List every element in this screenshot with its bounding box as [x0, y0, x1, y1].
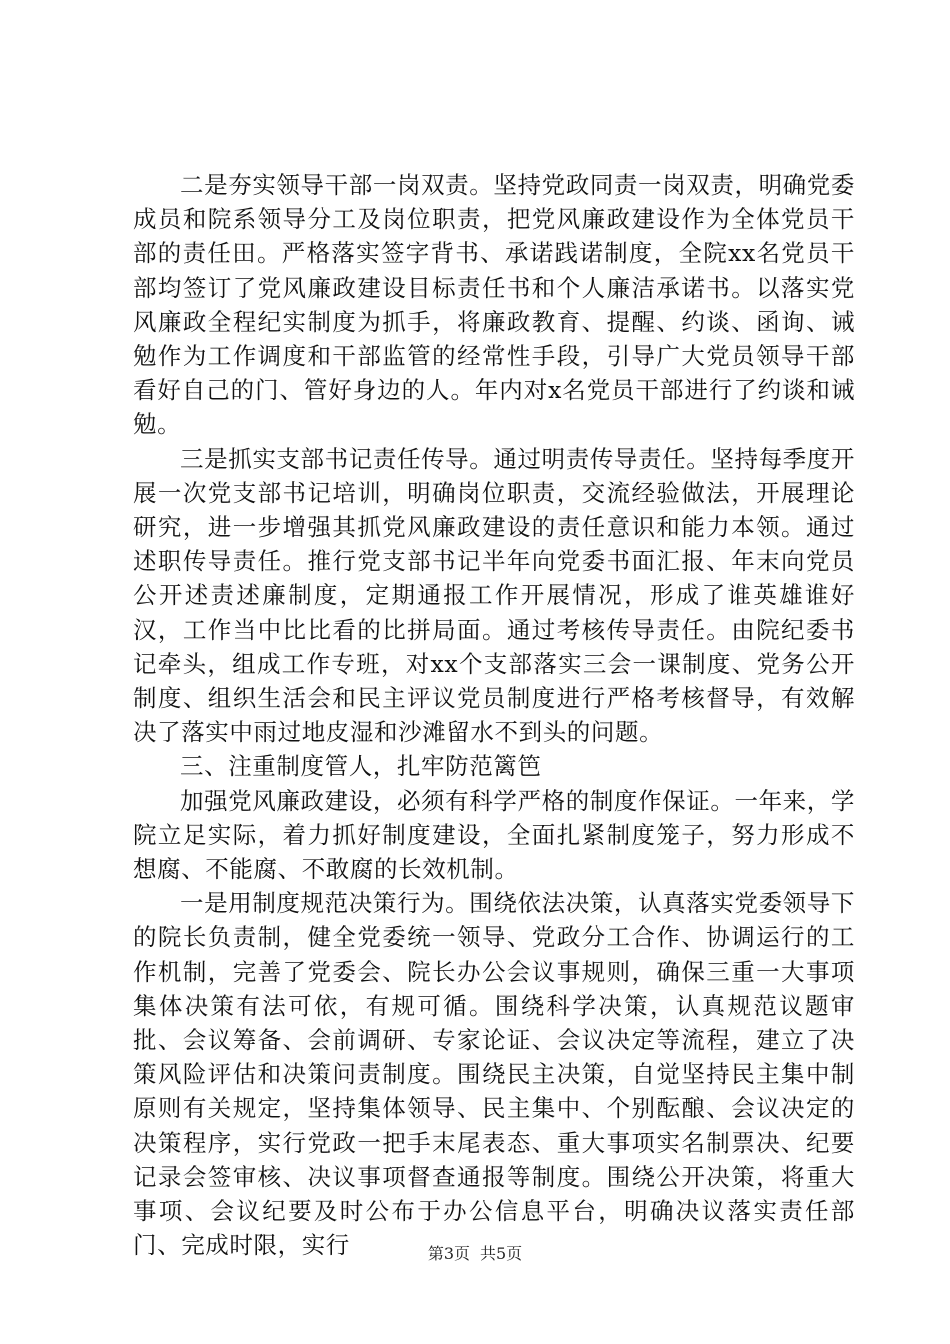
paragraph-institution-intro: 加强党风廉政建设，必须有科学严格的制度作保证。一年来，学院立足实际，着力抓好制度建设，全面扎紧制度笼子，努力形成不想腐、不能腐、不敢腐的长效机制。 — [133, 786, 855, 884]
page-number-current: 第3页 — [427, 1244, 470, 1263]
paragraph-decision-making: 一是用制度规范决策行为。围绕依法决策，认真落实党委领导下的院长负责制，健全党委统一领导、党政分工合作、协调运行的工作机制，完善了党委会、院长办公会议事规则，确保三重一大事项集体决策有法可依，有规可循。围绕科学决策，认真规范议题审批、会议筹备、会前调研、专家论证、会议决定等流程，建立了决策风险评估和决策问责制度。围绕民主决策，自觉坚持民主集中制原则有关规定，坚持集体领导、民主集中、个别酝酿、会议决定的决策程序，实行党政一把手末尾表态、重大事项实名制票决、纪要记录会签审核、决议事项督查通报等制度。围绕公开决策，将重大事项、会议纪要及时公布于办公信息平台，明确决议落实责任部门、完成时限，实行 — [133, 889, 855, 1260]
section-heading: 三、注重制度管人，扎牢防范篱笆 — [180, 752, 542, 781]
paragraph-leadership-responsibility: 二是夯实领导干部一岗双责。坚持党政同责一岗双责，明确党委成员和院系领导分工及岗位职责，把党风廉政建设作为全体党员干部的责任田。严格落实签字背书、承诺践诺制度，全院xx名党员干部均签订了党风廉政建设目标责任书和个人廉洁承诺书。以落实党风廉政全程纪实制度为抓手，将廉政教育、提醒、约谈、函询、诫勉作为工作调度和干部监管的经常性手段，引导广大党员领导干部看好自己的门、管好身边的人。年内对x名党员干部进行了约谈和诫勉。 — [133, 171, 855, 439]
page-number-total: 共5页 — [480, 1244, 523, 1263]
page-footer — [0, 1241, 950, 1264]
document-body — [133, 168, 855, 1263]
paragraph-branch-secretary: 三是抓实支部书记责任传导。通过明责传导责任。坚持每季度开展一次党支部书记培训，明确岗位职责，交流经验做法，开展理论研究，进一步增强其抓党风廉政建设的责任意识和能力本领。通过述职传导责任。推行党支部书记半年向党委书面汇报、年末向党员公开述责述廉制度，定期通报工作开展情况，形成了谁英雄谁好汉，工作当中比比看的比拼局面。通过考核传导责任。由院纪委书记牵头，组成工作专班，对xx个支部落实三会一课制度、党务公开制度、组织生活会和民主评议党员制度进行严格考核督导，有效解决了落实中雨过地皮湿和沙滩留水不到头的问题。 — [133, 444, 855, 747]
